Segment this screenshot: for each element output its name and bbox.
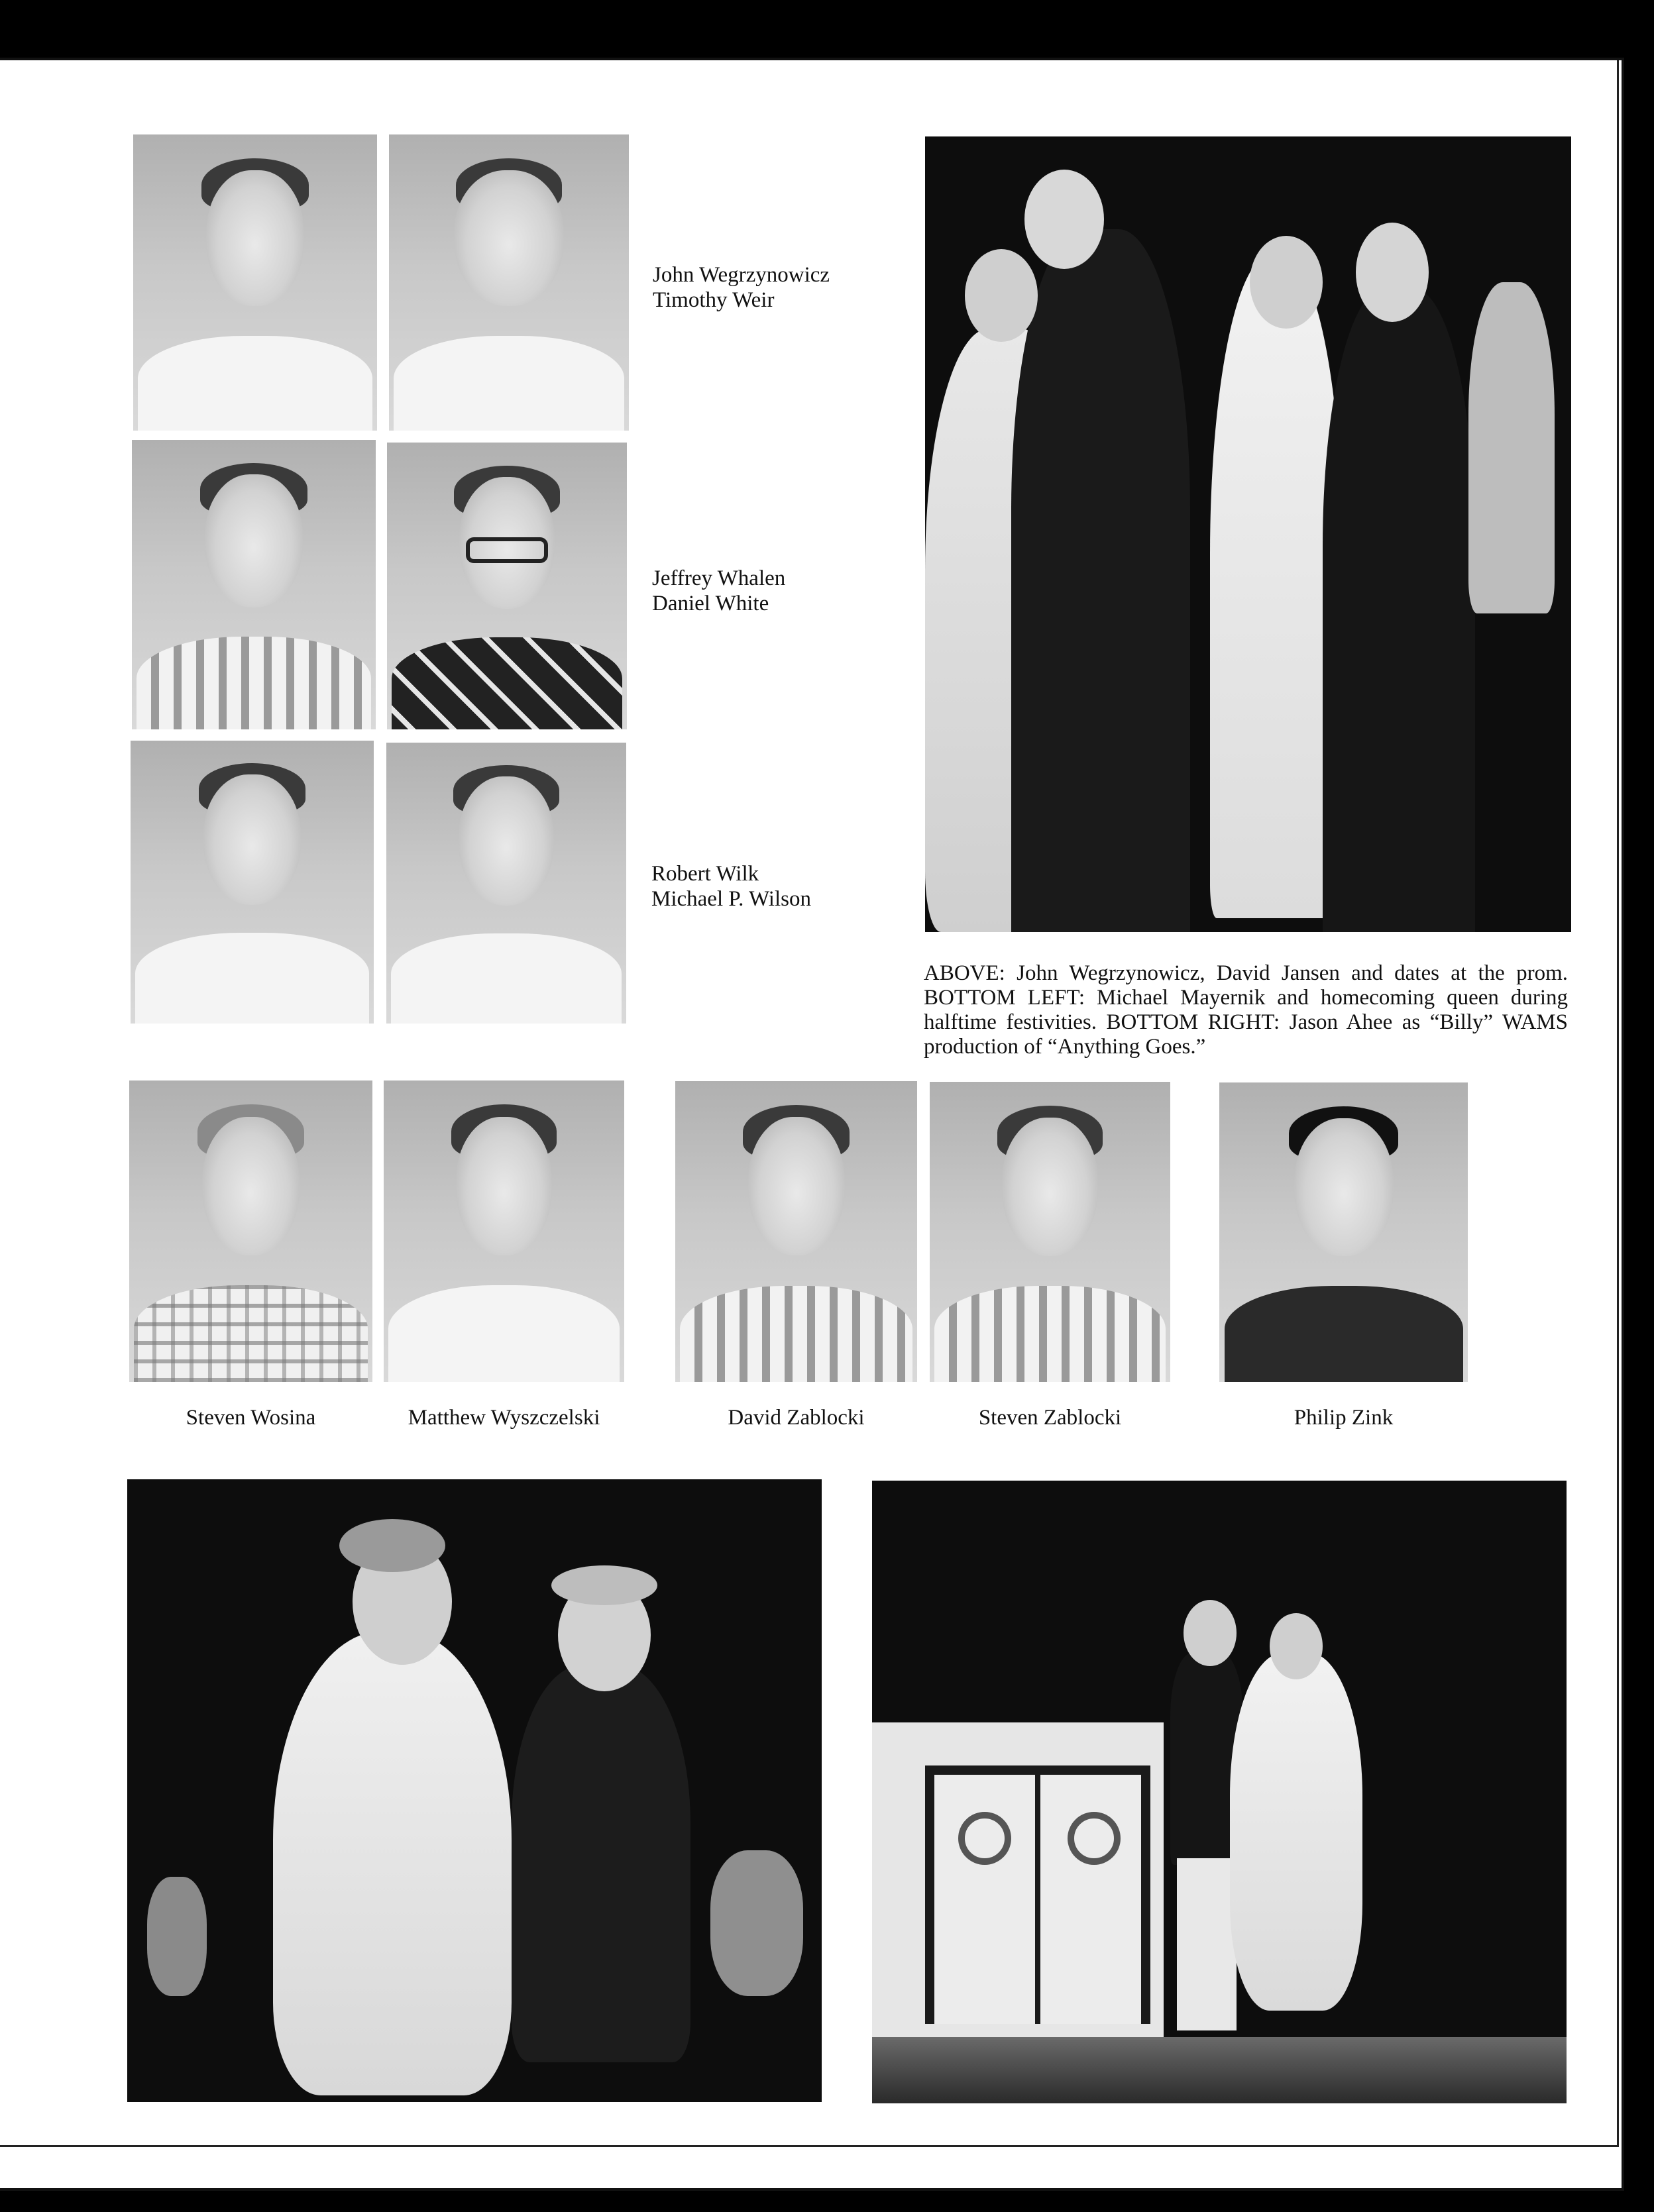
student-name: Steven Zablocki	[978, 1406, 1122, 1430]
portrait-photo	[387, 443, 627, 729]
portrait-photo	[386, 743, 626, 1024]
portrait-photo	[1219, 1082, 1468, 1382]
portrait-photo	[389, 134, 629, 431]
portrait-names	[652, 566, 785, 616]
student-name: David Zablocki	[728, 1406, 865, 1430]
student-name: Jeffrey Whalen	[652, 566, 786, 590]
prom-photo	[925, 136, 1571, 932]
portrait-names	[653, 262, 830, 313]
student-name: Daniel White	[652, 592, 769, 615]
student-name: Robert Wilk	[651, 862, 759, 886]
student-name: Michael P. Wilson	[651, 887, 811, 911]
portrait-photo	[132, 440, 376, 729]
student-name: John Wegrzynowicz	[653, 263, 830, 287]
yearbook-page	[0, 58, 1624, 2191]
portrait-photo	[930, 1082, 1170, 1382]
stage-photo	[872, 1481, 1567, 2103]
student-name: Philip Zink	[1294, 1406, 1394, 1430]
portrait-names	[651, 861, 811, 912]
portrait-photo	[675, 1081, 917, 1382]
portrait-photo	[133, 134, 377, 431]
student-name: Timothy Weir	[653, 288, 775, 312]
portrait-photo	[129, 1080, 372, 1382]
portrait-photo	[384, 1080, 624, 1382]
student-name: Matthew Wyszczelski	[408, 1406, 600, 1430]
portrait-photo	[131, 741, 374, 1024]
photo-caption: ABOVE: John Wegrzynowicz, David Jansen and dates at the prom. BOTTOM LEFT: Michael Mayernik and homecoming queen during halftime festivities. BOTTOM RIGHT: Jason Ahee as “Billy” WAMS production of “Anything Goes.”	[924, 961, 1568, 1059]
homecoming-photo	[127, 1479, 822, 2102]
student-name: Steven Wosina	[186, 1406, 316, 1430]
